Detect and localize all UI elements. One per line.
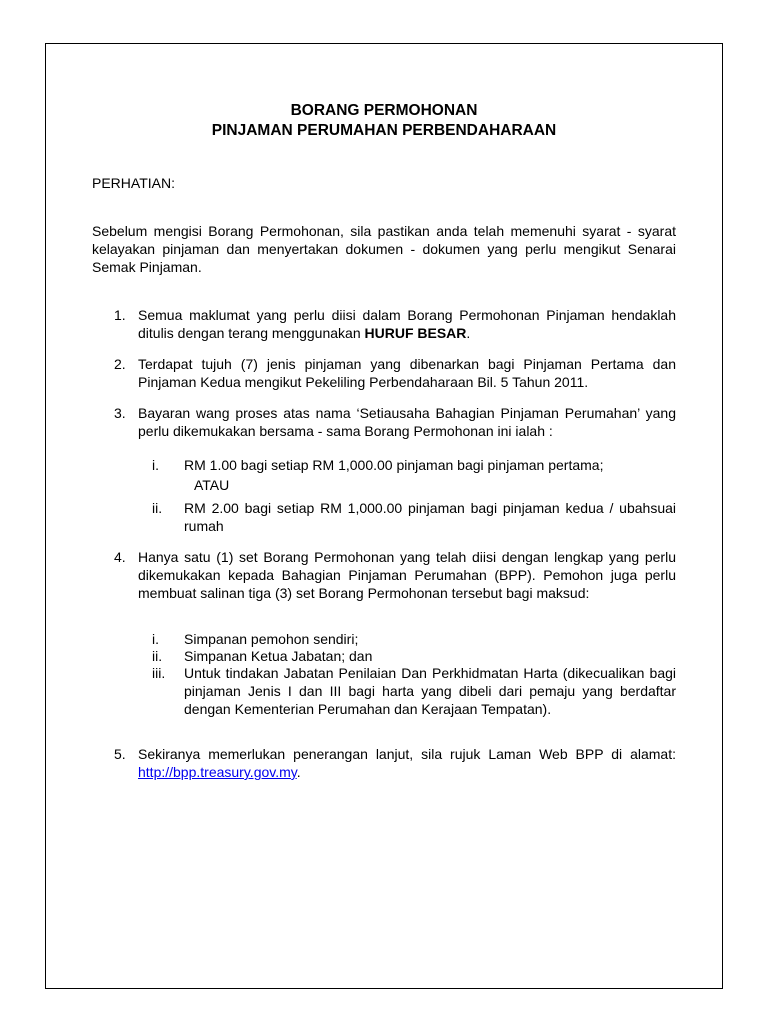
sub-text: RM 2.00 bagi setiap RM 1,000.00 pinjaman bagi pinjaman kedua / ubahsuai rumah bbox=[184, 500, 676, 534]
emphasis-text: HURUF BESAR bbox=[364, 325, 467, 341]
list-number: 4. bbox=[114, 549, 126, 565]
sub-number: i. bbox=[152, 631, 159, 647]
sub-number: ii. bbox=[152, 500, 163, 516]
attention-heading: PERHATIAN: bbox=[92, 175, 175, 191]
list-text-part: . bbox=[296, 764, 301, 780]
list-number: 1. bbox=[114, 307, 126, 323]
list-number: 2. bbox=[114, 356, 126, 372]
bpp-website-link[interactable]: http://bpp.treasury.gov.my bbox=[138, 764, 297, 780]
list-number: 3. bbox=[114, 405, 126, 421]
list-text bbox=[138, 306, 676, 342]
list-text-part: Sekiranya memerlukan penerangan lanjut, sila rujuk Laman Web BPP di alamat: bbox=[138, 746, 676, 762]
list-text bbox=[138, 745, 676, 781]
sub-text: Simpanan pemohon sendiri; bbox=[184, 631, 359, 647]
list-number: 5. bbox=[114, 746, 126, 762]
title-line-1: BORANG PERMOHONAN bbox=[290, 102, 478, 119]
intro-paragraph: Sebelum mengisi Borang Permohonan, sila pastikan anda telah memenuhi syarat - syarat kelayakan pinjaman dan menyertakan dokumen - dokumen yang perlu mengikut Senarai Semak Pinjaman. bbox=[92, 223, 676, 275]
list-text-part: . bbox=[466, 325, 471, 341]
list-text: Hanya satu (1) set Borang Permohonan yang telah diisi dengan lengkap yang perlu dikemukakan kepada Bahagian Pinjaman Perumahan (BPP). Pemohon juga perlu membuat salinan tiga (3) set Borang Permohonan tersebut bagi maksud: bbox=[138, 549, 676, 601]
list-text-part: Semua maklumat yang perlu diisi dalam Borang Permohonan Pinjaman hendaklah ditulis dengan terang menggunakan bbox=[138, 307, 676, 341]
sub-number: ii. bbox=[152, 648, 163, 664]
sub-text: Untuk tindakan Jabatan Penilaian Dan Perkhidmatan Harta (dikecualikan bagi pinjaman Jenis I dan III bagi harta yang dibeli dari pemaju yang berdaftar dengan Kementerian Perumahan dan Kerajaan Tempatan). bbox=[184, 665, 676, 717]
document-title bbox=[0, 101, 768, 141]
sub-text: Simpanan Ketua Jabatan; dan bbox=[184, 648, 373, 664]
list-text: Terdapat tujuh (7) jenis pinjaman yang dibenarkan bagi Pinjaman Pertama dan Pinjaman Kedua mengikut Pekeliling Perbendaharaan Bil. 5 Tahun 2011. bbox=[138, 356, 676, 390]
sub-number: i. bbox=[152, 457, 159, 473]
list-text: Bayaran wang proses atas nama ‘Setiausaha Bahagian Pinjaman Perumahan’ yang perlu dikemukakan bersama - sama Borang Permohonan ini ialah : bbox=[138, 405, 676, 439]
sub-text: RM 1.00 bagi setiap RM 1,000.00 pinjaman bagi pinjaman pertama; bbox=[184, 457, 604, 473]
title-line-2: PINJAMAN PERUMAHAN PERBENDAHARAAN bbox=[211, 122, 557, 139]
sub-number: iii. bbox=[152, 665, 166, 681]
or-text: ATAU bbox=[194, 477, 230, 493]
